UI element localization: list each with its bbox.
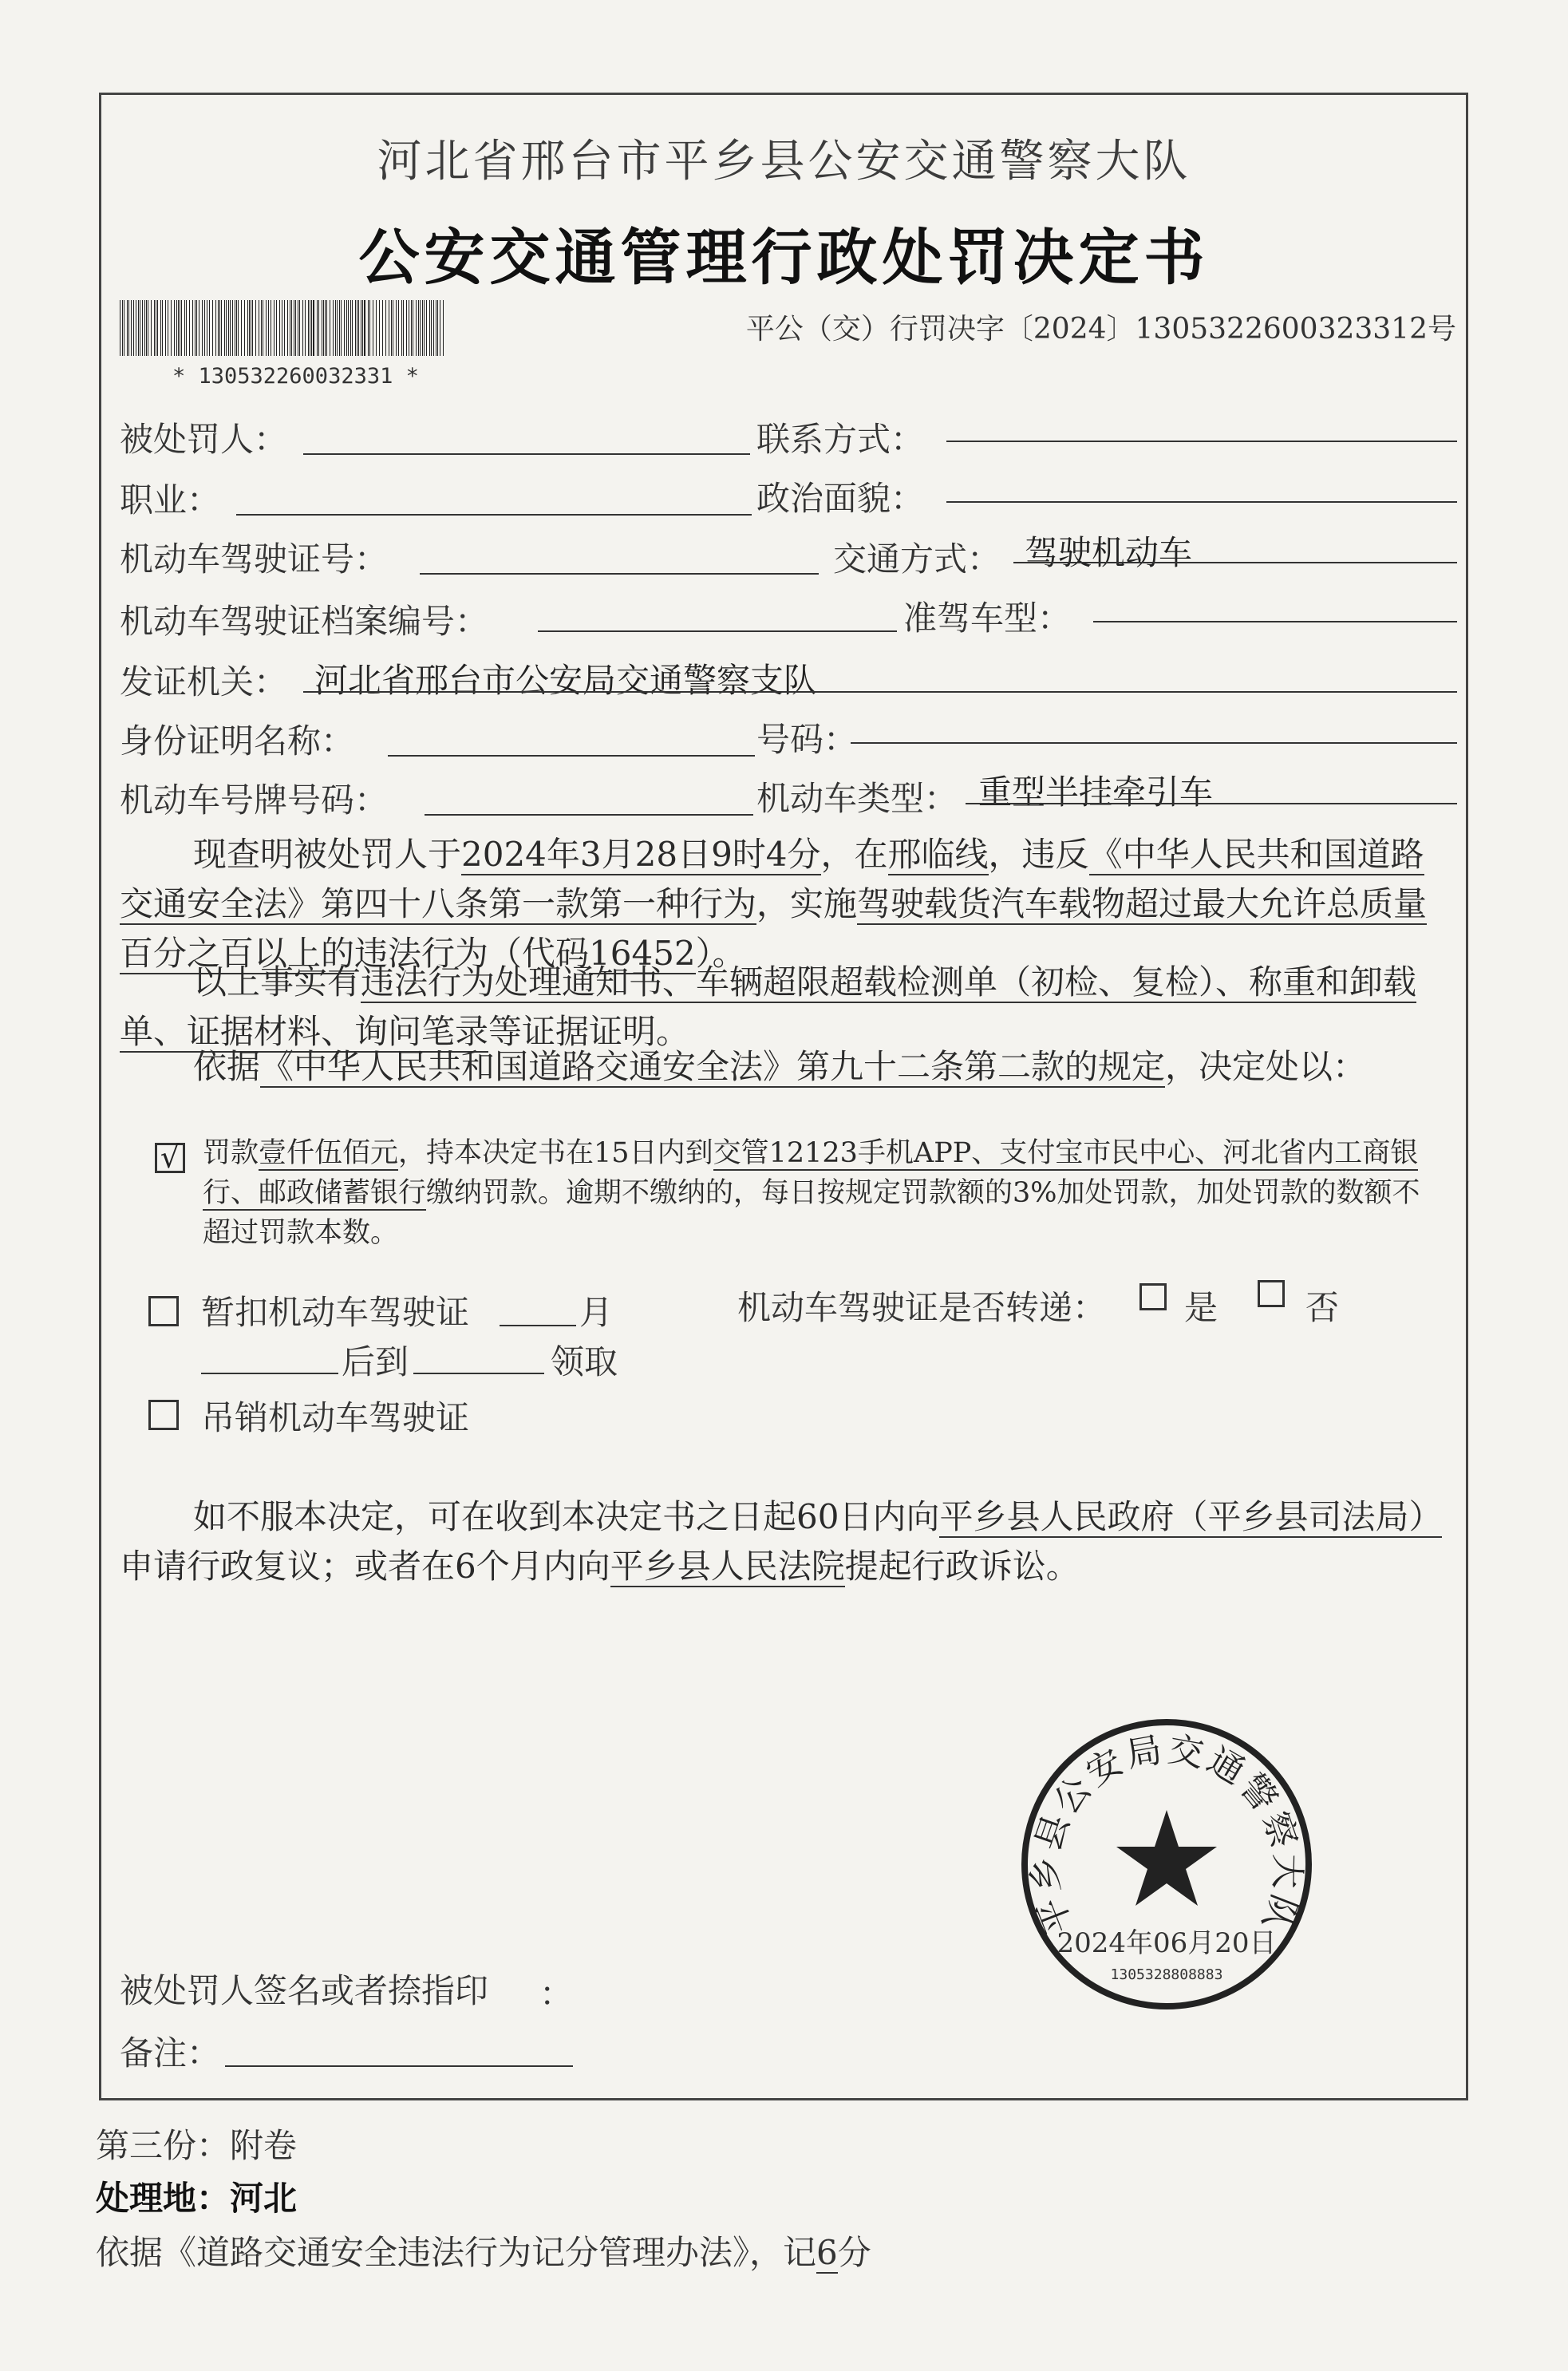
return-date-line <box>201 1373 338 1374</box>
barcode-bar <box>276 300 277 356</box>
barcode-bar <box>219 300 220 356</box>
fine-decision-text <box>203 1133 1448 1253</box>
barcode-bar <box>333 300 334 356</box>
barcode-bar <box>232 300 233 356</box>
barcode-bar <box>433 300 434 356</box>
barcode-bar <box>385 300 386 356</box>
barcode-bar <box>391 300 392 356</box>
litigation-court: 平乡县人民法院 <box>610 1547 845 1586</box>
appeal-text: 如不服本决定，可在收到本决定书之日起60日内向 <box>193 1497 940 1536</box>
barcode-bar <box>212 300 213 356</box>
fine-text: 罚款 <box>203 1137 259 1169</box>
barcode-bar <box>339 300 340 356</box>
license-file-no-label: 机动车驾驶证档案编号： <box>120 602 489 641</box>
political-status-line <box>946 501 1457 503</box>
barcode-bar <box>131 300 132 356</box>
barcode-bar <box>284 300 285 356</box>
barcode-bar <box>176 300 177 356</box>
points-text: 依据《道路交通安全违法行为记分管理办法》，记 <box>96 2233 817 2272</box>
barcode-bar <box>127 300 128 356</box>
barcode-bar <box>420 300 421 356</box>
license-no-label: 机动车驾驶证号： <box>120 539 389 579</box>
basis-paragraph <box>120 1042 1444 1092</box>
id-number-label: 号码： <box>756 720 858 759</box>
barcode-bar <box>368 300 369 356</box>
barcode-bar <box>358 300 359 356</box>
barcode-bar <box>424 300 425 356</box>
facts-text: 违法行为（代码 <box>354 934 590 973</box>
traffic-mode-label: 交通方式： <box>833 539 1001 579</box>
barcode-bar <box>128 300 129 356</box>
barcode-bar <box>348 300 349 356</box>
barcode-bar <box>252 300 253 356</box>
barcode-bar <box>202 300 203 356</box>
barcode-bar <box>204 300 205 356</box>
barcode-bar <box>157 300 158 356</box>
barcode-bar <box>302 300 303 356</box>
plate-line <box>425 814 753 816</box>
vehicle-type-line <box>966 803 1457 804</box>
evidence-list: 违法行为处理通知书、车辆超限超载检测单（初检、复检）、称重和卸载单、证据材料、询问笔录 <box>120 962 1417 1051</box>
penalty-law: 《中华人民共和国道路交通安全法》第九十二条第二款的规定 <box>260 1047 1166 1086</box>
barcode-bar <box>401 300 402 356</box>
transfer-no-checkbox[interactable] <box>1258 1280 1285 1307</box>
barcode-bar <box>192 300 193 356</box>
barcode-bar <box>406 300 407 356</box>
barcode-bar <box>323 300 324 356</box>
barcode-bar <box>426 300 427 356</box>
contact-line <box>946 441 1457 442</box>
barcode-bar <box>178 300 179 356</box>
barcode-bar <box>255 300 256 356</box>
barcode-bar <box>352 300 353 356</box>
barcode-bar <box>221 300 222 356</box>
processing-place <box>96 2172 297 2220</box>
barcode-bar <box>396 300 397 356</box>
review-authority: 平乡县人民政府（平乡县司法局） <box>939 1497 1443 1536</box>
document-title: 公安交通管理行政处罚决定书 <box>358 222 1210 293</box>
payment-channels: 交管12123手机APP、支付宝市民中心、河北省内工商银行、邮政储蓄银行 <box>203 1137 1419 1209</box>
barcode-bar <box>238 300 239 356</box>
barcode-bar <box>346 300 347 356</box>
suspend-license-label: 暂扣机动车驾驶证 <box>201 1293 470 1332</box>
barcode-bar <box>266 300 267 356</box>
barcode-bar <box>174 300 175 356</box>
month-label: 月 <box>579 1293 614 1332</box>
appeal-text: 提起行政诉讼。 <box>844 1547 1080 1586</box>
barcode-bar <box>249 300 250 356</box>
barcode-bar <box>218 300 219 356</box>
traffic-mode-value: 驾驶机动车 <box>1025 533 1193 572</box>
barcode-bar <box>437 300 438 356</box>
violation-place: 邢临线 <box>887 835 989 874</box>
facts-paragraph <box>120 830 1444 978</box>
fine-text: 缴纳罚款。逾期不缴纳的，每日按规定罚款额的3%加处罚款，加处罚款的数额不超过罚款本数。 <box>203 1177 1420 1249</box>
barcode-bar <box>429 300 430 356</box>
barcode-bar <box>196 300 197 356</box>
transfer-yes-label: 是 <box>1184 1288 1218 1327</box>
vehicle-type-label: 机动车类型： <box>756 779 958 818</box>
barcode-bar <box>226 300 227 356</box>
points-unit: 分 <box>837 2233 871 2272</box>
barcode-bar <box>369 300 370 356</box>
evidence-text: 以上事实有 <box>193 962 361 1002</box>
punished-person-label: 被处罚人： <box>120 420 288 459</box>
id-number-line <box>851 742 1457 744</box>
facts-text: ）。 <box>695 934 746 973</box>
barcode-bar <box>362 300 363 356</box>
barcode-bar <box>189 300 190 356</box>
signature-label: 被处罚人签名或者捺指印 <box>120 1971 489 2010</box>
fine-checkbox[interactable]: √ <box>155 1143 185 1173</box>
barcode-bar <box>224 300 225 356</box>
barcode-bar <box>241 300 242 356</box>
permitted-type-line <box>1093 621 1457 622</box>
barcode-bar <box>151 300 152 356</box>
barcode-bar <box>398 300 399 356</box>
document-number: 平公（交）行罚决字〔2024〕1305322600323312号 <box>745 313 1456 346</box>
points-note <box>96 2227 871 2274</box>
license-file-no-line <box>538 630 897 632</box>
remark-line <box>225 2065 573 2067</box>
traffic-mode-line <box>1013 562 1457 563</box>
issuer-label: 发证机关： <box>120 662 288 701</box>
barcode-bar <box>403 300 404 356</box>
suspend-license-checkbox[interactable] <box>148 1296 179 1326</box>
barcode-bar <box>379 300 380 356</box>
copy-note: 第三份：附卷 <box>96 2126 298 2165</box>
barcode-bar <box>355 300 356 356</box>
barcode-bar <box>279 300 280 356</box>
evidence-text: 等证据证明。 <box>488 1012 690 1051</box>
occupation-line <box>236 514 752 516</box>
barcode-bar <box>244 300 245 356</box>
barcode-bar <box>184 300 185 356</box>
revoke-license-label: 吊销机动车驾驶证 <box>201 1398 470 1437</box>
barcode-bar <box>261 300 262 356</box>
barcode-bar <box>268 300 269 356</box>
barcode-bar <box>236 300 237 356</box>
fine-amount: 壹仟伍佰元 <box>259 1137 399 1169</box>
barcode-bar <box>230 300 231 356</box>
barcode-bar <box>350 300 351 356</box>
svg-text:2024年06月20日: 2024年06月20日 <box>1057 1927 1277 1959</box>
barcode-bar <box>295 300 296 356</box>
barcode-bar <box>171 300 172 356</box>
barcode-bar <box>416 300 417 356</box>
barcode-bar <box>142 300 143 356</box>
barcode-bar <box>318 300 319 356</box>
barcode-bar <box>181 300 182 356</box>
collect-label: 领取 <box>551 1342 618 1381</box>
barcode-bar <box>364 300 365 356</box>
barcode-bar <box>209 300 210 356</box>
barcode-bar <box>133 300 134 356</box>
permitted-type-label: 准驾车型： <box>903 599 1072 638</box>
plate-label: 机动车号牌号码： <box>120 780 389 820</box>
barcode-bar <box>247 300 248 356</box>
barcode-bar <box>138 300 139 356</box>
barcode-bar <box>431 300 432 356</box>
processing-place-value: 河北 <box>230 2179 298 2218</box>
barcode-bar <box>382 300 383 356</box>
facts-text: ，违反 <box>988 835 1089 874</box>
barcode-bar <box>160 300 161 356</box>
barcode-bar <box>411 300 412 356</box>
contact-label: 联系方式： <box>756 420 925 459</box>
license-no-line <box>420 573 819 575</box>
issuer-line <box>303 691 1457 693</box>
barcode-bar <box>326 300 327 356</box>
barcode-bar <box>122 300 123 356</box>
issuing-agency: 河北省邢台市平乡县公安交通警察大队 <box>377 136 1191 188</box>
barcode-bar <box>376 300 377 356</box>
barcode-bar <box>305 300 306 356</box>
violation-code: 16452 <box>589 934 696 973</box>
violation-time: 2024年3月28日9时4分 <box>461 835 821 874</box>
transfer-yes-checkbox[interactable] <box>1139 1283 1167 1310</box>
id-type-label: 身份证明名称： <box>120 721 355 761</box>
barcode-bar <box>195 300 196 356</box>
id-type-line <box>388 755 755 757</box>
barcode-icon <box>120 300 448 356</box>
barcode-bar <box>146 300 147 356</box>
remark-label: 备注： <box>120 2033 221 2073</box>
revoke-license-checkbox[interactable] <box>148 1400 179 1430</box>
barcode-number: * 130532260032331 * <box>172 364 419 389</box>
suspend-months-line <box>500 1325 576 1326</box>
barcode-bar <box>228 300 229 356</box>
barcode-bar <box>308 300 309 356</box>
processing-place-label: 处理地： <box>96 2179 231 2218</box>
barcode-bar <box>325 300 326 356</box>
basis-text: ，决定处以： <box>1165 1047 1367 1086</box>
after-label: 后到 <box>342 1342 409 1381</box>
appeal-text: 申请行政复议；或者在6个月内向 <box>120 1547 610 1586</box>
issuer-value: 河北省邢台市公安局交通警察支队 <box>314 661 818 700</box>
barcode-bar <box>186 300 187 356</box>
barcode-bar <box>154 300 155 356</box>
political-status-label: 政治面貌： <box>756 479 925 518</box>
facts-text: 现查明被处罚人于 <box>193 835 462 874</box>
official-seal <box>1018 1716 1315 2013</box>
barcode-bar <box>162 300 163 356</box>
barcode-bar <box>418 300 419 356</box>
facts-text: ，实施 <box>756 884 858 923</box>
barcode-bar <box>337 300 338 356</box>
barcode-bar <box>299 300 300 356</box>
barcode-bar <box>311 300 312 356</box>
return-place-line <box>413 1373 544 1374</box>
occupation-label: 职业： <box>120 480 221 520</box>
barcode-bar <box>344 300 345 356</box>
violation-act: 驾驶载货汽车载物超过最大允许总质量百分之百以上的 <box>120 884 1428 973</box>
barcode-bar <box>341 300 342 356</box>
transfer-no-label: 否 <box>1305 1288 1340 1327</box>
license-transfer-label: 机动车驾驶证是否转递： <box>737 1288 1107 1327</box>
violated-law: 《中华人民共和国道路交通安全法》第四十八条第一款第一种行为 <box>120 835 1424 923</box>
svg-text:平乡县公安局交通警察大队: 平乡县公安局交通警察大队 <box>1025 1729 1308 1940</box>
barcode-bar <box>335 300 336 356</box>
barcode-bar <box>313 300 314 356</box>
points-value: 6 <box>816 2233 838 2272</box>
barcode-bar <box>422 300 423 356</box>
barcode-bar <box>165 300 166 356</box>
facts-text: ，在 <box>820 835 888 874</box>
punished-person-line <box>303 453 750 455</box>
fine-text: ，持本决定书在15日内到 <box>398 1137 713 1169</box>
svg-text:1305328808883: 1305328808883 <box>1110 1966 1223 1983</box>
star-icon <box>1116 1810 1217 1906</box>
barcode-bar <box>443 300 444 356</box>
barcode-bar <box>144 300 145 356</box>
vehicle-type-value: 重型半挂牵引车 <box>978 773 1214 812</box>
barcode-bar <box>291 300 292 356</box>
signature-colon: ： <box>539 1974 574 2013</box>
barcode-bar <box>287 300 288 356</box>
basis-text: 依据 <box>193 1047 261 1086</box>
barcode-bar <box>215 300 216 356</box>
barcode-bar <box>317 300 318 356</box>
appeal-paragraph <box>120 1492 1444 1591</box>
